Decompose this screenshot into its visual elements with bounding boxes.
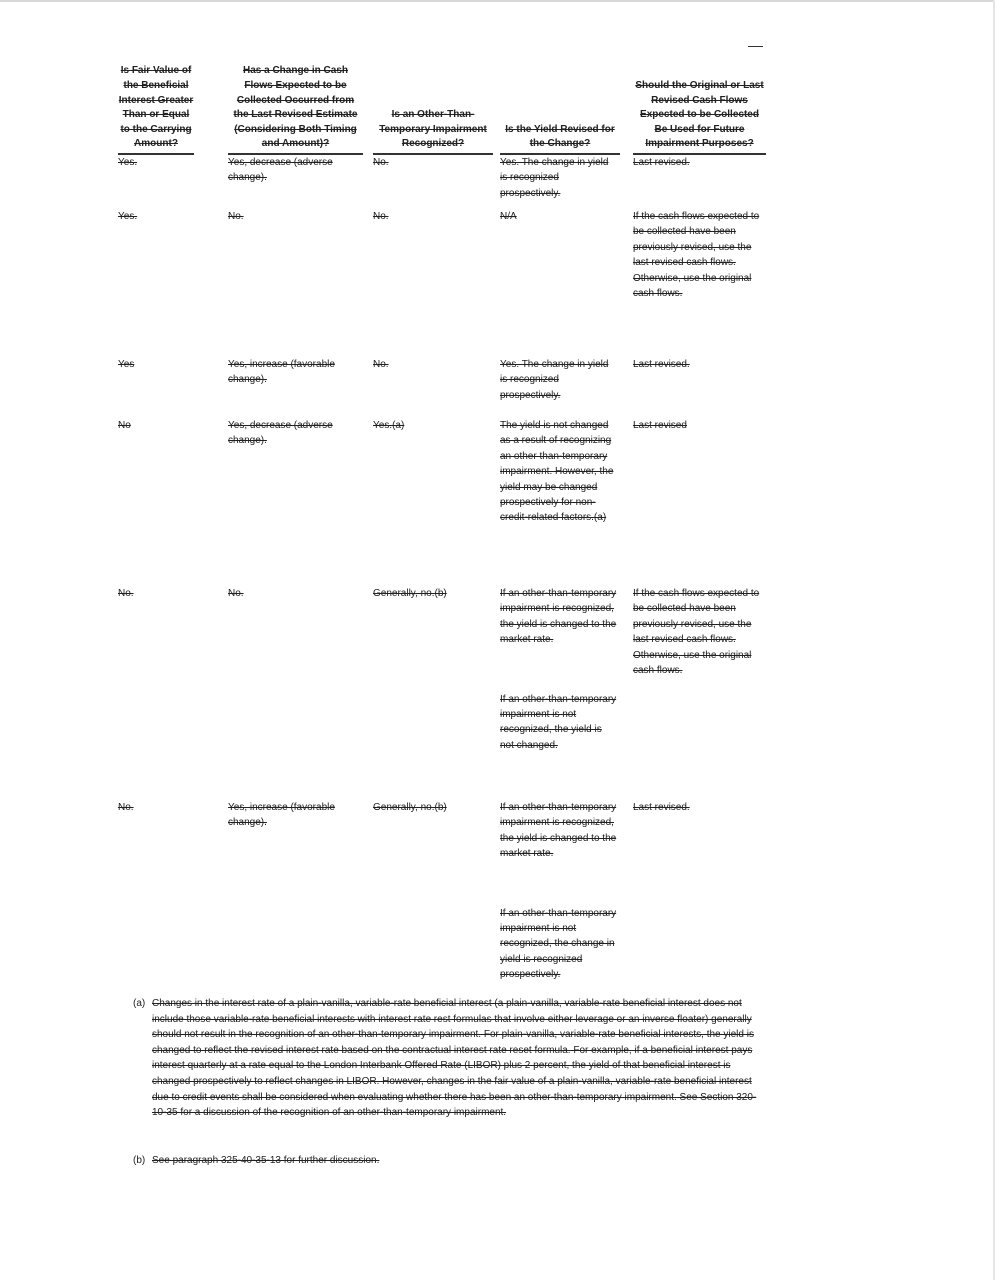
cell-paragraph: Yes. <box>118 211 138 222</box>
cell-paragraph: Yes, decrease (adverse change). <box>228 157 333 184</box>
cell-paragraph: If the cash flows expected to be collected have been previously revised, use the last revised cash flows. Otherwise, use the original cash flows. <box>633 588 760 677</box>
footnote-label: (a) <box>133 998 146 1009</box>
cell-paragraph: Yes, increase (favorable change). <box>228 802 335 829</box>
cell-paragraph: If an other-than-temporary impairment is recognized, the yield is changed to the market rate. <box>500 588 617 646</box>
table-cell <box>500 800 618 997</box>
cell-paragraph: No. <box>373 211 389 222</box>
table-cell <box>228 357 358 402</box>
column-header-label: Should the Original or Last Revised Cash Flows Expected to be Collected Be Used for Future Impairment Purposes? <box>635 80 764 150</box>
column-header-label: Is Fair Value of the Beneficial Interest Greater Than or Equal to the Carrying Amount? <box>118 65 194 150</box>
table-cell <box>118 357 194 386</box>
table-cell <box>228 418 358 463</box>
page-top-border <box>0 0 995 2</box>
table-cell <box>633 586 765 692</box>
table-cell <box>118 155 194 184</box>
cell-paragraph: Yes <box>118 359 135 370</box>
footnote-text: Changes in the interest rate of a plain-vanilla, variable-rate beneficial interest (a plain-vanilla, variable-rate beneficial interest does not include those variable-rate beneficial interests with interest rate rest formulas that involve either leverage or an inverse floater) generally should not result in the recognition of an other-than-temporary impairment. For plain-vanilla, variable-rate beneficial interests, the yield is changed to reflect the revised interest rate based on the contractual interest rate reset formula. For example, if a beneficial interest pays interest quarterly at a rate equal to the London Interbank Offered Rate (LIBOR) plus 2 percent, the yield of that beneficial interest is changed prospectively to reflect changes in LIBOR. However, changes in the fair value of a plain-vanilla, variable-rate beneficial interest due to credit events shall be considered when evaluating whether there has been an other-than-temporary impairment. See Section 320-10-35 for a discussion of the recognition of an other-than-temporary impairment. <box>152 998 757 1119</box>
table-cell <box>633 209 765 315</box>
cell-paragraph: No. <box>373 359 389 370</box>
cell-paragraph: Last revised <box>633 420 687 431</box>
cell-paragraph: N/A <box>500 211 517 222</box>
cell-paragraph: No. <box>118 802 134 813</box>
table-cell <box>500 155 618 215</box>
table-cell <box>373 357 478 386</box>
table-cell <box>500 357 618 417</box>
table-cell <box>500 418 618 540</box>
table-cell <box>500 209 618 238</box>
table-cell <box>228 155 358 200</box>
table-cell <box>633 155 765 184</box>
cell-paragraph: Generally, no.(b) <box>373 802 447 813</box>
table-cell <box>500 586 618 767</box>
table-cell <box>633 800 765 829</box>
cell-paragraph: Yes, increase (favorable change). <box>228 359 335 386</box>
table-cell <box>373 800 478 829</box>
cell-paragraph: No. <box>228 588 244 599</box>
cell-paragraph: If an other-than-temporary impairment is not recognized, the yield is not changed. <box>500 693 617 751</box>
table-cell <box>633 357 765 386</box>
table-cell <box>118 418 194 447</box>
table-cell <box>373 418 478 447</box>
cell-paragraph: Yes, decrease (adverse change). <box>228 420 333 447</box>
cell-paragraph: If the cash flows expected to be collected have been previously revised, use the last revised cash flows. Otherwise, use the original cash flows. <box>633 211 760 300</box>
table-cell <box>373 155 478 184</box>
column-header <box>633 40 766 155</box>
cell-paragraph: If an other-than-temporary impairment is not recognized, the change in yield is recognized prospectively. <box>500 907 617 981</box>
footnote-a <box>133 996 763 1121</box>
cell-paragraph: The yield is not changed as a result of recognizing an other than-temporary impairment. However, the yield may be changed prospectively for non-credit-related factors.(a) <box>500 420 614 524</box>
cell-paragraph: Last revised. <box>633 157 690 168</box>
cell-paragraph: No <box>118 420 131 431</box>
table-cell <box>228 209 358 238</box>
cell-paragraph: No. <box>373 157 389 168</box>
table-cell <box>633 418 765 447</box>
cell-paragraph: If an other-than-temporary impairment is recognized, the yield is changed to the market rate. <box>500 802 617 860</box>
table-cell <box>373 209 478 238</box>
table-cell <box>373 586 478 615</box>
cell-paragraph: No. <box>228 211 244 222</box>
cell-paragraph: Yes. The change in yield is recognized prospectively. <box>500 157 609 199</box>
table-cell <box>228 586 358 615</box>
cell-paragraph: Generally, no.(b) <box>373 588 447 599</box>
footnote-b <box>133 1153 763 1169</box>
table-cell <box>118 209 194 238</box>
footnote-label: (b) <box>133 1155 146 1166</box>
table-cell <box>118 800 194 829</box>
cell-paragraph: Last revised. <box>633 359 690 370</box>
column-header <box>118 40 194 155</box>
column-header <box>373 40 493 155</box>
cell-paragraph: Yes.(a) <box>373 420 405 431</box>
column-header-label: Is the Yield Revised for the Change? <box>505 123 615 150</box>
table-cell <box>228 800 358 845</box>
footnote-text: See paragraph 325-40-35-13 for further discussion. <box>152 1155 380 1166</box>
cell-paragraph: Yes. <box>118 157 138 168</box>
column-header-label: Is an Other-Than-Temporary Impairment Recognized? <box>379 109 487 150</box>
column-header <box>500 40 620 155</box>
table-cell <box>118 586 194 615</box>
column-header <box>228 40 363 155</box>
cell-paragraph: Yes. The change in yield is recognized prospectively. <box>500 359 609 401</box>
cell-paragraph: No. <box>118 588 134 599</box>
column-header-label: Has a Change in Cash Flows Expected to be Collected Occurred from the Last Revised Estimate (Considering Both Timing and Amount)? <box>233 65 358 150</box>
cell-paragraph: Last revised. <box>633 802 690 813</box>
